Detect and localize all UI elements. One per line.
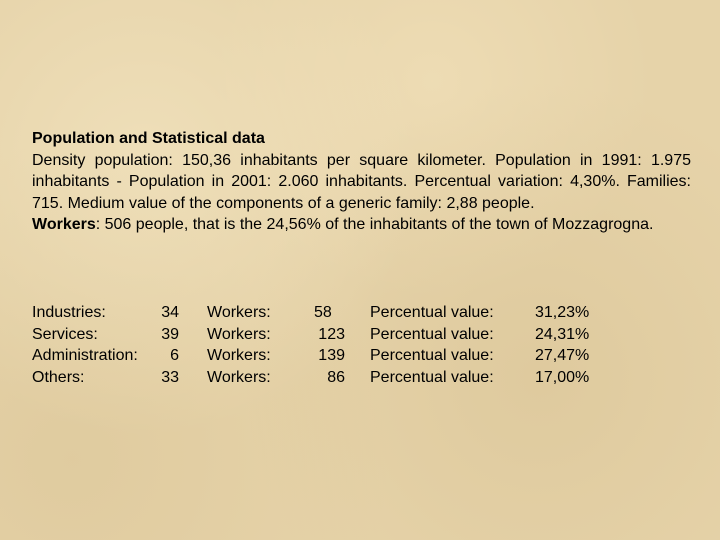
percent-value: 17,00%: [535, 368, 590, 386]
sector-count: 33: [161, 368, 179, 386]
percent-label: Percentual value:: [370, 325, 494, 343]
workers-count: 58: [314, 304, 332, 321]
table-row: [32, 367, 652, 389]
workers-label: Workers:: [207, 368, 271, 386]
percent-value: 31,23%: [535, 304, 590, 321]
sector-label: Industries:: [32, 304, 106, 321]
sector-count: 34: [161, 304, 179, 321]
workers-label: Workers: [32, 216, 96, 233]
sector-label: Services:: [32, 325, 98, 343]
sector-label: Others:: [32, 368, 85, 386]
workers-label: Workers:: [207, 325, 271, 343]
statistics-text-block: [32, 128, 691, 236]
table-row: [32, 345, 652, 367]
population-paragraph: Density population: 150,36 inhabitants per square kilometer. Population in 1991: 1.975 inhabitants - Population in 2001: 2.060 inhabitants. Percentual variation: 4,30%. Families: 715. Medium value of the components of a generic family: 2,88 people.: [32, 151, 691, 212]
table-row: [32, 302, 652, 324]
workers-label: Workers:: [207, 304, 271, 321]
workers-count: 123: [318, 325, 345, 343]
sector-label: Administration:: [32, 347, 138, 364]
workers-label: Workers:: [207, 347, 271, 364]
percent-label: Percentual value:: [370, 368, 494, 386]
table-row: [32, 324, 652, 346]
sector-table: [32, 302, 652, 388]
workers-count: 86: [327, 368, 345, 386]
workers-text: : 506 people, that is the 24,56% of the inhabitants of the town of Mozzagrogna.: [95, 216, 654, 233]
workers-paragraph: [32, 214, 691, 236]
percent-label: Percentual value:: [370, 347, 494, 364]
sector-count: 6: [170, 347, 179, 364]
percent-label: Percentual value:: [370, 304, 494, 321]
section-title: Population and Statistical data: [32, 130, 265, 147]
percent-value: 27,47%: [535, 347, 590, 364]
workers-count: 139: [318, 347, 345, 364]
percent-value: 24,31%: [535, 325, 590, 343]
sector-count: 39: [161, 325, 179, 343]
